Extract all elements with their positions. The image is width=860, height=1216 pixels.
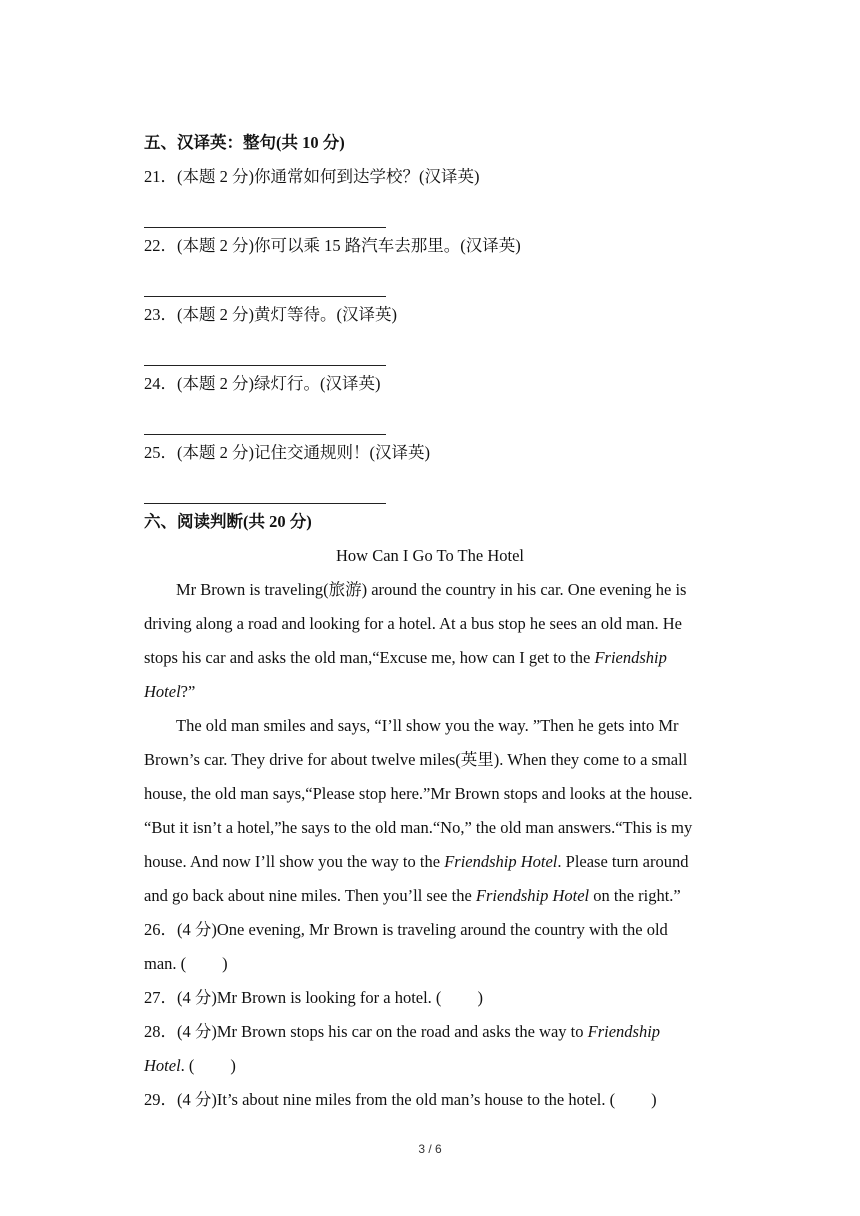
question-28 [144, 1015, 716, 1049]
answer-line-23[interactable] [144, 365, 386, 366]
question-28-cont [144, 1049, 716, 1083]
passage-paragraph-1 [144, 573, 716, 709]
question-number: 29． [144, 1090, 177, 1109]
question-23 [144, 298, 716, 332]
question-21 [144, 160, 716, 194]
hotel-name: Friendship Hotel [444, 852, 558, 871]
question-score: (本题 2 分) [177, 167, 254, 186]
question-text: It’s about nine miles from the old man’s house to the hotel. ( [216, 1090, 616, 1109]
question-number: 25． [144, 443, 177, 462]
bracket-close: ) [477, 988, 483, 1007]
question-text: 绿灯行。(汉译英) [254, 374, 381, 393]
section-6-heading: 六、阅读判断(共 20 分) [144, 512, 312, 531]
question-text: Mr Brown stops his car on the road and asks the way to [216, 1022, 588, 1041]
question-26-cont [144, 947, 716, 981]
question-score: (本题 2 分) [177, 305, 254, 324]
hotel-name: Friendship Hotel [475, 886, 590, 905]
question-score: (本题 2 分) [177, 443, 254, 462]
question-score: (4 分) [177, 988, 217, 1007]
question-text: 记住交通规则！(汉译英) [254, 443, 430, 462]
question-score: (本题 2 分) [177, 236, 254, 255]
hotel-name: Friendship Hotel [144, 648, 667, 701]
question-score: (4 分) [177, 1090, 217, 1109]
answer-line-22[interactable] [144, 296, 386, 297]
question-number: 28． [144, 1022, 177, 1041]
text-run: Mr Brown is traveling(旅游) around the country in his car. One evening he is driving along a road and looking for a hotel. At a bus stop he sees an old man. He stops his car and asks the old man,“Excuse me, how can I get to the [144, 580, 687, 667]
section-5-heading: 五、汉译英：整句(共 10 分) [144, 133, 345, 152]
question-number: 21． [144, 167, 177, 186]
text-run: ?” [180, 682, 196, 701]
question-26 [144, 913, 716, 947]
question-score: (本题 2 分) [177, 374, 254, 393]
hotel-name: Friendship [587, 1022, 661, 1041]
page-content [144, 126, 716, 1117]
question-score: (4 分) [177, 1022, 217, 1041]
question-text: 你通常如何到达学校？(汉译英) [254, 167, 480, 186]
passage-title: How Can I Go To The Hotel [336, 546, 524, 565]
answer-line-25[interactable] [144, 503, 386, 504]
question-27 [144, 981, 716, 1015]
question-text: One evening, Mr Brown is traveling around the country with the old [216, 920, 668, 939]
bracket-close: ) [230, 1056, 236, 1075]
bracket-close: ) [651, 1090, 657, 1109]
question-text: . ( [180, 1056, 195, 1075]
question-24 [144, 367, 716, 401]
answer-line-21[interactable] [144, 227, 386, 228]
question-number: 23． [144, 305, 177, 324]
question-number: 26． [144, 920, 177, 939]
question-25 [144, 436, 716, 470]
question-number: 22． [144, 236, 177, 255]
question-text: Mr Brown is looking for a hotel. ( [216, 988, 442, 1007]
question-number: 24． [144, 374, 177, 393]
text-run: The old man smiles and says, “I’ll show you the way. ”Then he gets into Mr Brown’s car. They drive for about twelve miles(英里). When they come to a small house, the old man says,“Please stop here.”Mr Brown stops and looks at the house. “But it isn’t a hotel,”he says to the old man.“No,” the old man answers.“This is my house. And now I’ll show you the way to the [144, 716, 693, 871]
question-29 [144, 1083, 716, 1117]
text-run: on the right.” [589, 886, 681, 905]
bracket-close: ) [222, 954, 228, 973]
question-score: (4 分) [177, 920, 217, 939]
question-text: 你可以乘 15 路汽车去那里。(汉译英) [254, 236, 521, 255]
question-number: 27． [144, 988, 177, 1007]
answer-line-24[interactable] [144, 434, 386, 435]
question-22 [144, 229, 716, 263]
question-text: man. ( [144, 954, 187, 973]
question-text: 黄灯等待。(汉译英) [254, 305, 397, 324]
hotel-name: Hotel [144, 1056, 181, 1075]
passage-paragraph-2 [144, 709, 716, 913]
page-number: 3 / 6 [418, 1142, 442, 1156]
text-run: . Please turn around and go back about nine miles. Then you’ll see the [144, 852, 689, 905]
